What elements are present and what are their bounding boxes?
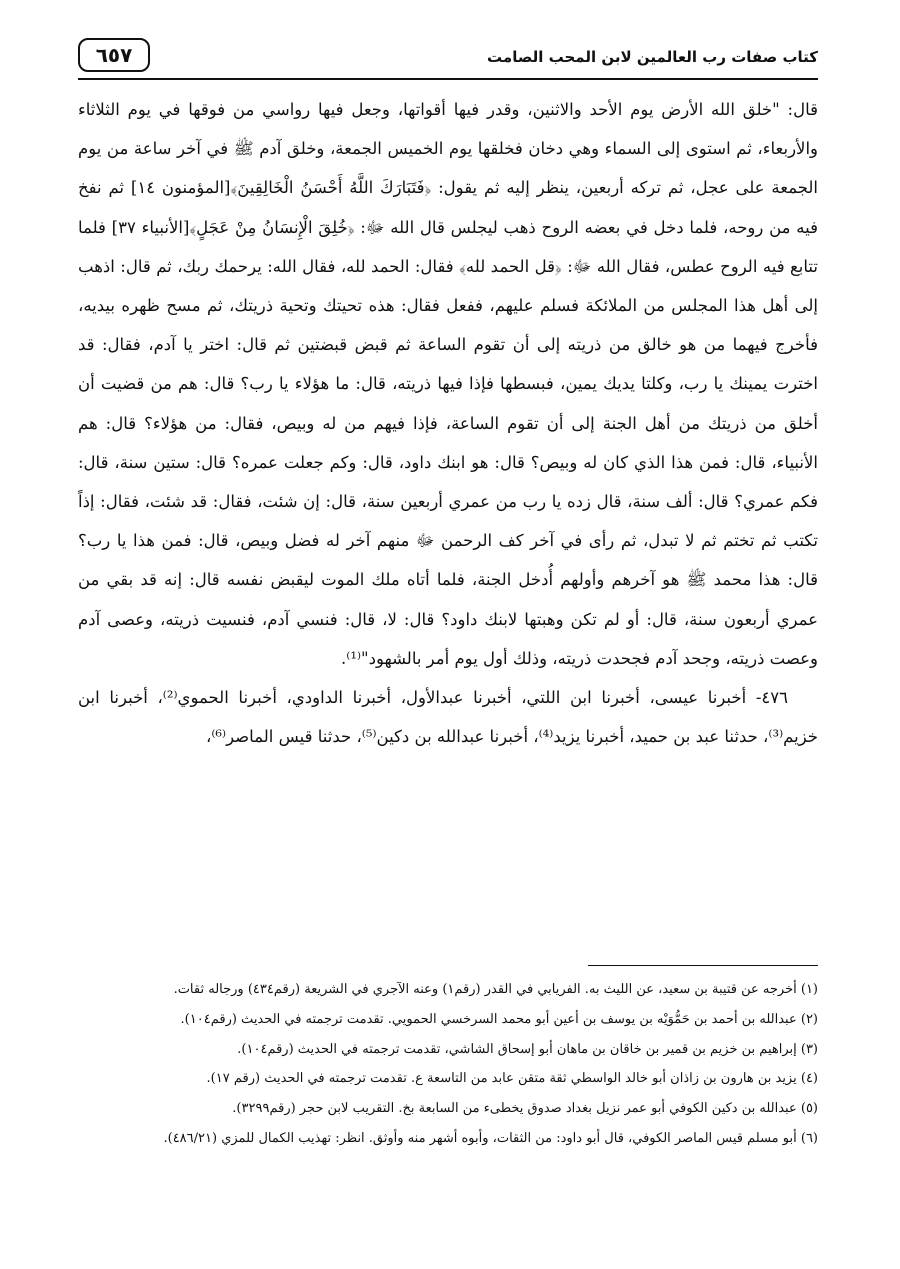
page-number-badge: ٦٥٧ (78, 38, 150, 72)
hadith-paragraph: قال: "خلق الله الأرض يوم الأحد والاثنين، وقدر فيها أقواتها، وجعل فيها رواسي من فوقها في يوم الثلاثاء والأربعاء، ثم استوى إلى السماء وهي دخان فخلقها يوم الخميس الجمعة، وخلق آدم ﷺ في آخر ساعة من يوم الجمعة على عجل، ثم تركه أربعين، ينظر إليه ثم يقول: ﴿فَتَبَارَكَ اللَّهُ أَحْسَنُ الْخَالِقِينَ﴾[المؤمنون ١٤] ثم نفخ فيه من روحه، فلما دخل في بعضه الروح ذهب ليجلس قال الله ﷻ: ﴿خُلِقَ الْإِنسَانُ مِنْ عَجَلٍ﴾[الأنبياء ٣٧] فلما تتابع فيه الروح عطس، فقال الله ﷻ: ﴿قل الحمد لله﴾ فقال: الحمد لله، فقال الله: يرحمك ربك، ثم قال: اذهب إلى أهل هذا المجلس من الملائكة فسلم عليهم، ففعل فقال: هذه تحيتك وتحية ذريتك، ثم مسح ظهره بيديه، فأخرج فيهما من هو خالق من ذريته إلى أن تقوم الساعة ثم قبض قبضتين ثم قال: اختر يا آدم، فقال: قد اخترت يمينك يا رب، وكلتا يديك يمين، فبسطها فإذا فيها ذريته، قال: ما هؤلاء يا رب؟ قال: هم من قضيت أن أخلق من ذريتك من أهل الجنة إلى أن تقوم الساعة، فإذا فيهم من له وبيص، فقال: من هؤلاء؟ قال: هم الأنبياء، قال: فمن هذا الذي كان له وبيص؟ قال: هو ابنك داود، قال: وكم جعلت عمره؟ قال: ستين سنة، قال: فكم عمري؟ قال: ألف سنة، قال زده يا رب من عمري أربعين سنة، قال: إن شئت، فقال: قد شئت، فقال: إذاً تكتب ثم تختم ثم لا تبدل، ثم رأى في آخر كف الرحمن ﷻ منهم آخر له فضل وبيص، قال: فمن هذا يا رب؟ قال: هذا محمد ﷺ هو آخرهم وأولهم أُدخل الجنة، فلما أتاه ملك الموت ليقبض نفسه قال: إنه قد بقي من عمري أربعون سنة، قال: أو لم تكن وهبتها لابنك داود؟ قال: لا، قال: فنسي آدم، فنسيت ذريته، وعصى آدم وعصت ذريته، وجحد آدم فجحدت ذريته، وذلك أول يوم أمر بالشهود"⁽¹⁾. (78, 100, 818, 668)
footnote-divider (588, 965, 818, 966)
footnote-3: (٣) إبراهيم بن خزيم بن قمير بن خاقان بن ماهان أبو إسحاق الشاشي، تقدمت ترجمته في الحديث (رقم١٠٤). (237, 1041, 818, 1057)
page-header (78, 38, 818, 78)
header-divider (78, 78, 818, 80)
footnote-6: (٦) أبو مسلم قيس الماصر الكوفي، قال أبو داود: من الثقات، وأبوه أشهر منه وأوثق. انظر: تهذيب الكمال للمزي (٤٨٦/٢١). (163, 1130, 818, 1146)
footnote-4: (٤) يزيد بن هارون بن زاذان أبو خالد الواسطي ثقة متقن عابد من التاسعة ع. تقدمت ترجمته في الحديث (رقم ١٧). (206, 1071, 818, 1087)
footnotes-list (78, 975, 818, 1154)
book-title: كتاب صفات رب العالمين لابن المحب الصامت (487, 48, 818, 66)
footnote-5: (٥) عبدالله بن دكين الكوفي أبو عمر نزيل بغداد صدوق يخطىء من السابعة بخ. التقريب لابن حجر (رقم٣٢٩٩). (232, 1101, 818, 1117)
main-text (78, 90, 818, 756)
footnote-1: (١) أخرجه عن قتيبة بن سعيد، عن الليث به. الفريابي في القدر (رقم١) وعنه الآجري في الشريعة (رقم٤٣٤) ورجاله ثقات. (173, 982, 818, 997)
isnad-paragraph: ٤٧٦- أخبرنا عيسى، أخبرنا ابن اللتي، أخبرنا عبدالأول، أخبرنا الداودي، أخبرنا الحموي⁽²⁾، أخبرنا ابن خزيم⁽³⁾، حدثنا عبد بن حميد، أخبرنا يزيد⁽⁴⁾، أخبرنا عبدالله بن دكين⁽⁵⁾، حدثنا قيس الماصر⁽⁶⁾، (78, 688, 818, 747)
footnote-2: (٢) عبدالله بن أحمد بن حَمُّوَيْه بن يوسف بن أعين أبو محمد السرخسي الحمويي. تقدمت ترجمته في الحديث (رقم١٠٤). (180, 1011, 818, 1027)
